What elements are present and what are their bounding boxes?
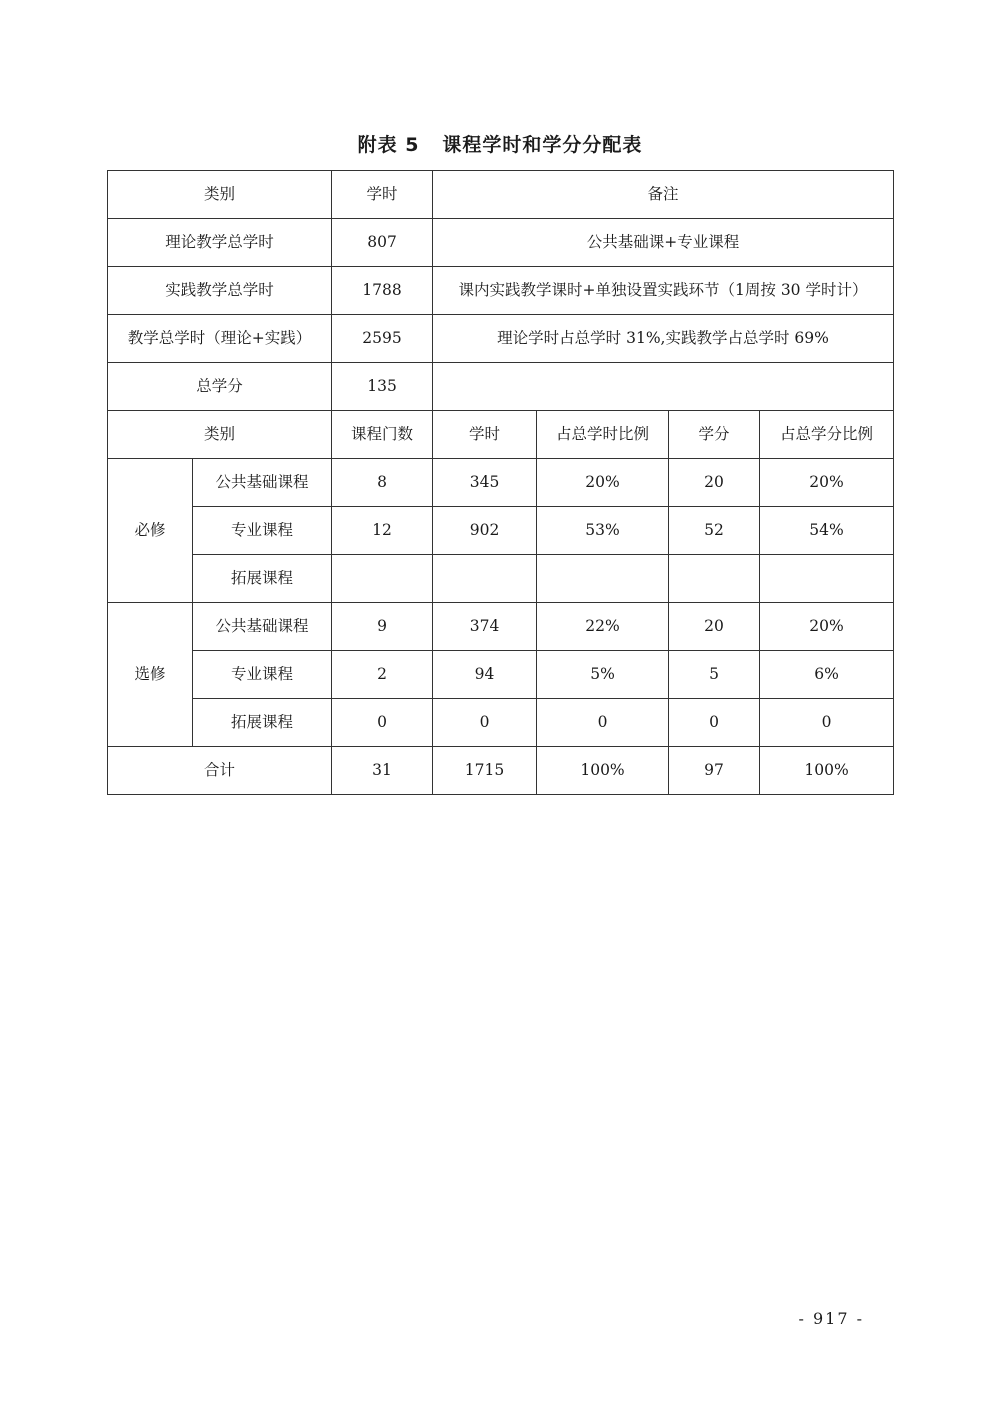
header-hours: 学时 [332, 171, 433, 219]
summary-hours: 135 [332, 363, 433, 411]
summary-hours: 2595 [332, 315, 433, 363]
detail-header-course-count: 课程门数 [332, 411, 433, 459]
credits-ratio [760, 555, 894, 603]
credits: 52 [669, 507, 760, 555]
hours: 374 [433, 603, 537, 651]
course-count [332, 555, 433, 603]
credits: 5 [669, 651, 760, 699]
hours-ratio [537, 555, 669, 603]
group-label-required: 必修 [108, 459, 193, 603]
credits-ratio: 54% [760, 507, 894, 555]
hours: 345 [433, 459, 537, 507]
credits: 20 [669, 603, 760, 651]
hours: 902 [433, 507, 537, 555]
hours [433, 555, 537, 603]
total-label: 合计 [108, 747, 332, 795]
course-type: 专业课程 [193, 507, 332, 555]
course-count: 9 [332, 603, 433, 651]
course-type: 公共基础课程 [193, 459, 332, 507]
hours: 94 [433, 651, 537, 699]
table-row [108, 555, 894, 603]
course-count: 8 [332, 459, 433, 507]
summary-row-practice [108, 267, 894, 315]
detail-header-row [108, 411, 894, 459]
total-hours-ratio: 100% [537, 747, 669, 795]
header-category: 类别 [108, 171, 332, 219]
detail-header-credits-ratio: 占总学分比例 [760, 411, 894, 459]
summary-row-total-hours [108, 315, 894, 363]
table-row [108, 651, 894, 699]
credits [669, 555, 760, 603]
page-number: - 917 - [798, 1309, 864, 1328]
detail-header-credits: 学分 [669, 411, 760, 459]
summary-row-total-credits [108, 363, 894, 411]
credit-hours-table [107, 170, 894, 795]
credits-ratio: 0 [760, 699, 894, 747]
table-row [108, 459, 894, 507]
summary-remark [433, 363, 894, 411]
summary-hours: 1788 [332, 267, 433, 315]
table-row [108, 507, 894, 555]
hours-ratio: 22% [537, 603, 669, 651]
course-type: 拓展课程 [193, 699, 332, 747]
detail-header-hours-ratio: 占总学时比例 [537, 411, 669, 459]
total-credits-ratio: 100% [760, 747, 894, 795]
course-count: 2 [332, 651, 433, 699]
summary-label: 总学分 [108, 363, 332, 411]
course-type: 专业课程 [193, 651, 332, 699]
summary-header-row [108, 171, 894, 219]
hours-ratio: 0 [537, 699, 669, 747]
credits: 20 [669, 459, 760, 507]
hours-ratio: 53% [537, 507, 669, 555]
credits-ratio: 20% [760, 459, 894, 507]
total-credits: 97 [669, 747, 760, 795]
hours: 0 [433, 699, 537, 747]
course-type: 公共基础课程 [193, 603, 332, 651]
group-label-elective: 选修 [108, 603, 193, 747]
document-title: 附表 5 课程学时和学分分配表 [357, 134, 643, 156]
summary-label: 教学总学时（理论+实践） [108, 315, 332, 363]
hours-ratio: 5% [537, 651, 669, 699]
summary-remark: 课内实践教学课时+单独设置实践环节（1周按 30 学时计） [433, 267, 894, 315]
header-remarks: 备注 [433, 171, 894, 219]
summary-remark: 公共基础课+专业课程 [433, 219, 894, 267]
table-row [108, 699, 894, 747]
credits: 0 [669, 699, 760, 747]
detail-header-category: 类别 [108, 411, 332, 459]
summary-label: 理论教学总学时 [108, 219, 332, 267]
detail-header-hours: 学时 [433, 411, 537, 459]
total-row [108, 747, 894, 795]
hours-ratio: 20% [537, 459, 669, 507]
table-row [108, 603, 894, 651]
course-count: 0 [332, 699, 433, 747]
summary-hours: 807 [332, 219, 433, 267]
credits-ratio: 20% [760, 603, 894, 651]
course-type: 拓展课程 [193, 555, 332, 603]
summary-row-theory [108, 219, 894, 267]
total-course-count: 31 [332, 747, 433, 795]
summary-label: 实践教学总学时 [108, 267, 332, 315]
course-count: 12 [332, 507, 433, 555]
summary-remark: 理论学时占总学时 31%,实践教学占总学时 69% [433, 315, 894, 363]
credits-ratio: 6% [760, 651, 894, 699]
total-hours: 1715 [433, 747, 537, 795]
